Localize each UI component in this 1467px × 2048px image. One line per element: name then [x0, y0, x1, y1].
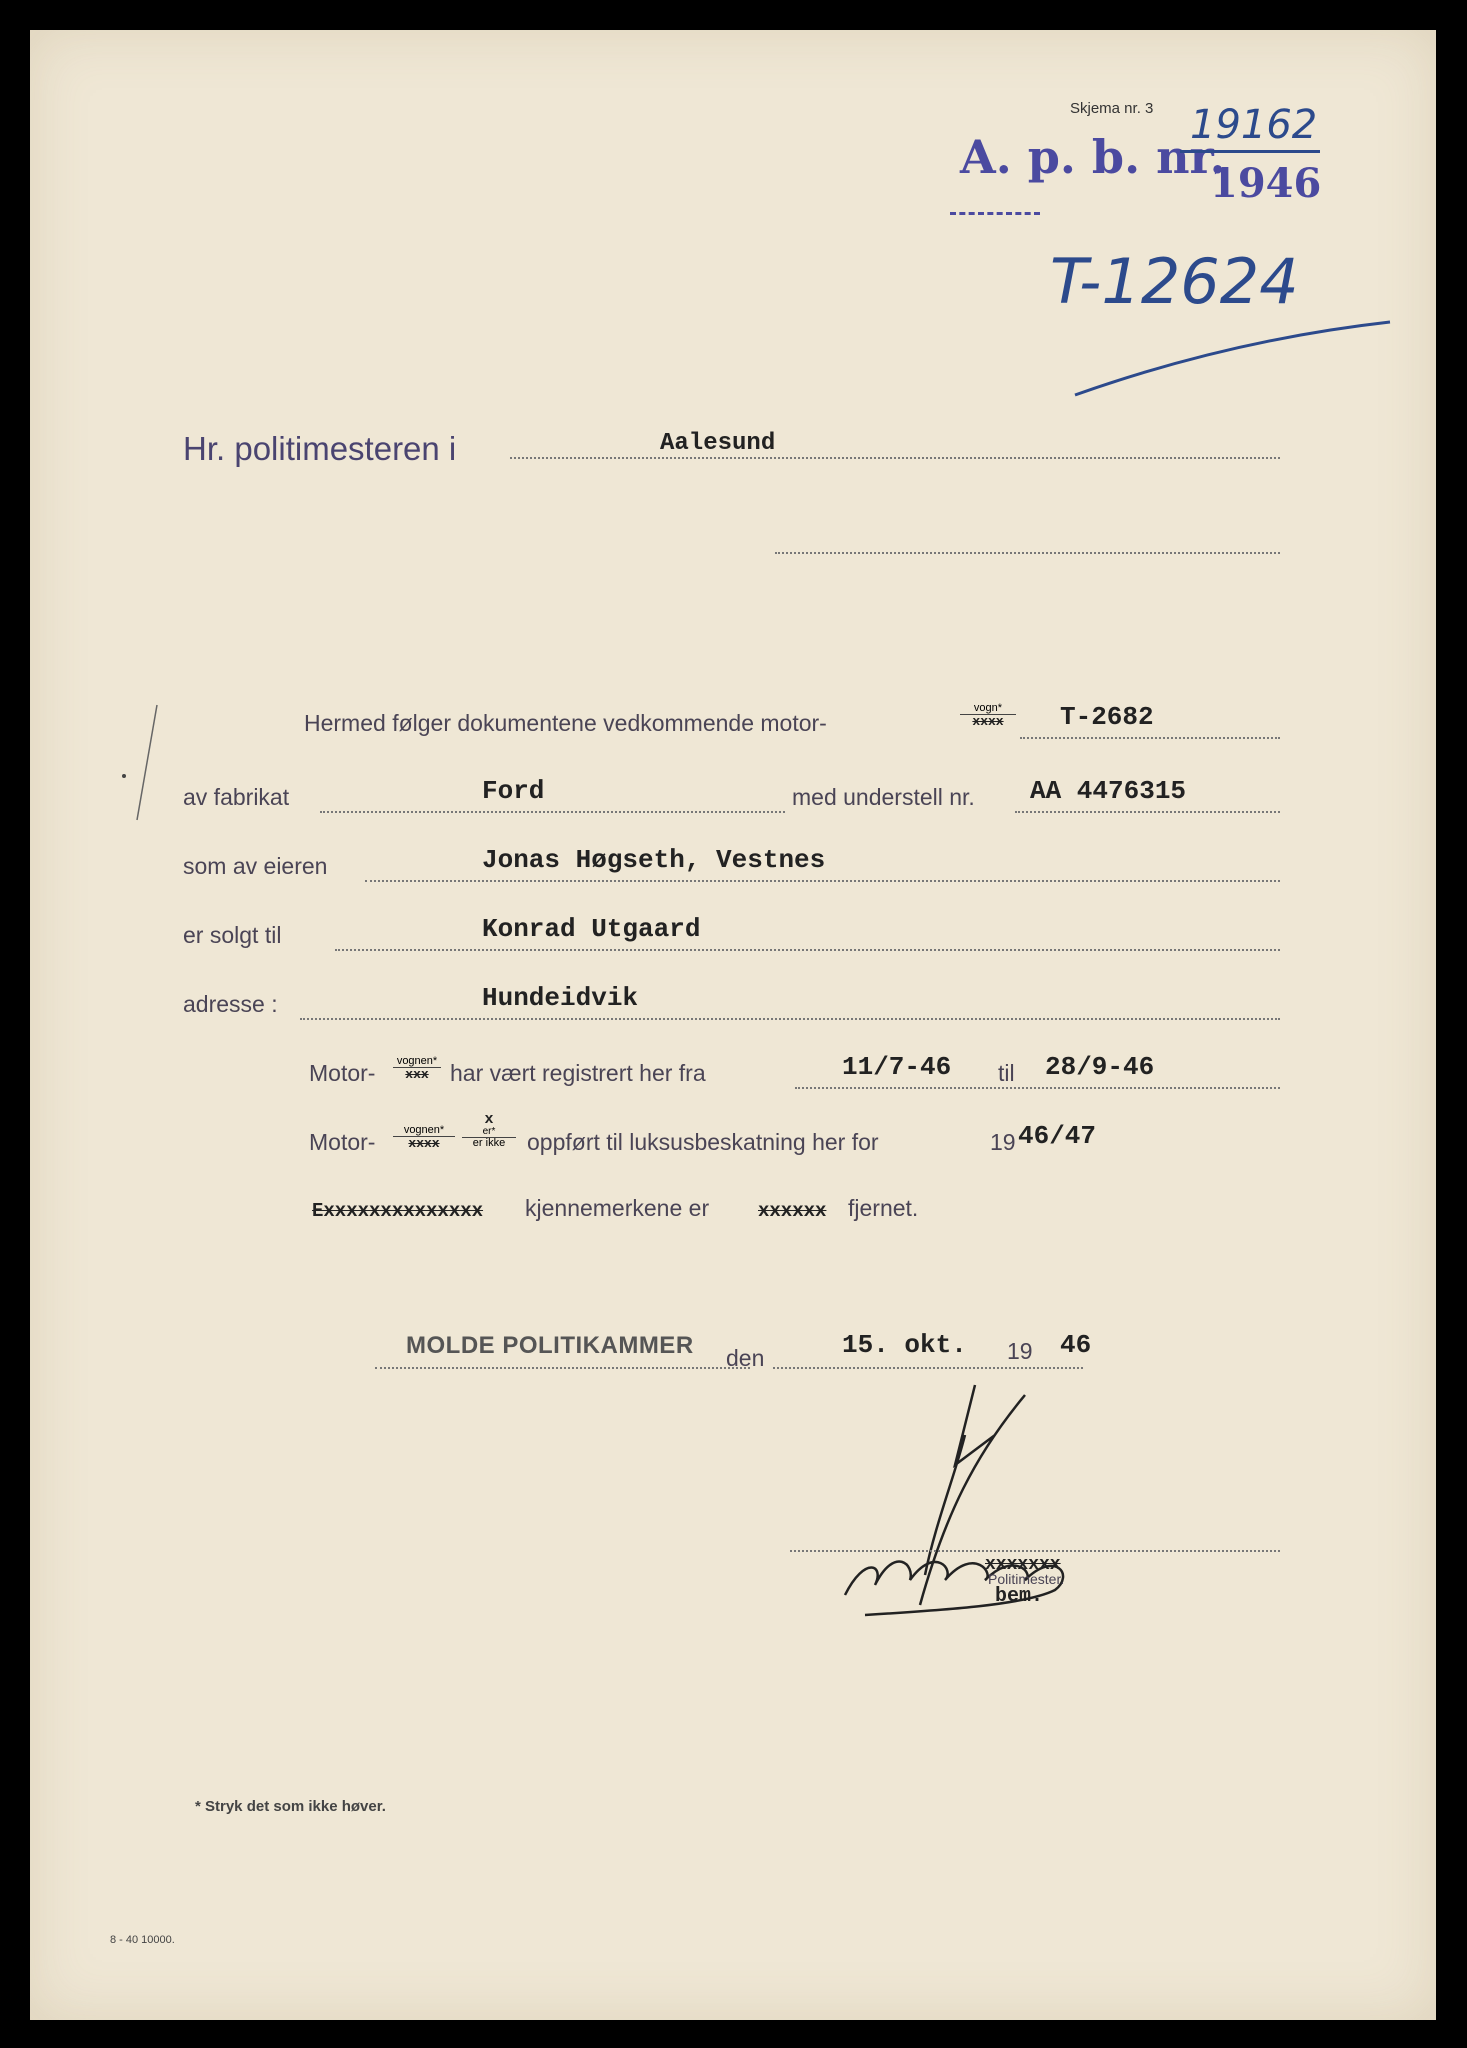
place-stamp: MOLDE POLITIKAMMER — [406, 1332, 694, 1359]
apb-stamp: A. p. b. nr. — [960, 130, 1226, 184]
adresse-label: adresse : — [183, 991, 278, 1017]
lux-prefix: Motor- — [309, 1129, 376, 1155]
kjenne-text: kjennemerkene er — [525, 1195, 710, 1221]
document-page — [30, 30, 1436, 2020]
handwritten-ref: T-12624 — [1050, 245, 1299, 318]
reg-line — [795, 1087, 1280, 1089]
apb-year: 1946 — [1210, 160, 1322, 207]
lux-er-mid: er* — [482, 1126, 496, 1137]
addressee-line-2 — [775, 552, 1280, 554]
apb-underline — [1180, 150, 1320, 153]
margin-mark — [112, 700, 172, 830]
adresse-value: Hundeidvik — [482, 983, 639, 1013]
line1-top: vogn* — [973, 702, 1003, 714]
solgt-label: er solgt til — [183, 922, 282, 948]
solgt-line — [335, 949, 1280, 951]
reg-top: vognen* — [396, 1055, 438, 1067]
print-code: 8 - 40 10000. — [110, 1934, 175, 1946]
fabrikat-label: av fabrikat — [183, 784, 290, 810]
vehicle-number: T-2682 — [1060, 702, 1154, 732]
lux-text: oppført til luksusbeskatning her for — [527, 1129, 879, 1155]
intro-text: Hermed følger dokumentene vedkommende motor- — [304, 710, 827, 736]
adresse-line — [300, 1018, 1280, 1020]
fabrikat-value: Ford — [482, 776, 545, 806]
understell-label: med understell nr. — [792, 784, 975, 810]
line1-dots — [1020, 737, 1280, 739]
lux-top: vognen* — [403, 1124, 445, 1136]
footnote: * Stryk det som ikke høver. — [195, 1798, 386, 1815]
kjenne-strike2: xxxxxx — [758, 1200, 827, 1222]
line1-strike: xxxx — [960, 714, 1016, 728]
title-print: Politimester. — [988, 1571, 1065, 1587]
reg-strike: xxx — [393, 1067, 441, 1081]
date-value: 15. okt. — [842, 1330, 967, 1360]
title-typed: bem. — [995, 1585, 1044, 1608]
eier-value: Jonas Høgseth, Vestnes — [482, 845, 826, 875]
lux-year-prefix: 19 — [990, 1129, 1016, 1155]
skjema-label: Skjema nr. 3 — [1070, 100, 1154, 117]
title-strike: xxxxxxx — [985, 1555, 1061, 1575]
understell-line — [1015, 811, 1280, 813]
apb-number: 19162 — [1190, 102, 1318, 148]
solgt-value: Konrad Utgaard — [482, 914, 701, 944]
fabrikat-line — [320, 811, 785, 813]
line1-vogn-stack — [960, 703, 1016, 728]
reg-prefix: Motor- — [309, 1060, 376, 1086]
signature — [825, 1375, 1145, 1635]
addressee-value: Aalesund — [660, 430, 776, 457]
year-prefix: 19 — [1007, 1338, 1033, 1364]
lux-er-top: x — [484, 1111, 494, 1128]
lux-er-stack — [462, 1112, 516, 1149]
understell-value: AA 4476315 — [1030, 776, 1187, 806]
reg-til: til — [998, 1060, 1015, 1086]
den-label: den — [726, 1345, 765, 1371]
eier-line — [365, 880, 1280, 882]
lux-strike: xxxx — [393, 1136, 455, 1150]
date-line — [773, 1367, 1083, 1369]
addressee-label: Hr. politimesteren i — [183, 430, 457, 467]
reg-vogn-stack — [393, 1056, 441, 1081]
lux-vogn-stack — [393, 1125, 455, 1150]
reg-from: 11/7-46 — [842, 1052, 952, 1082]
lux-year-value: 46/47 — [1018, 1121, 1097, 1151]
kjenne-end: fjernet. — [848, 1195, 919, 1221]
eier-label: som av eieren — [183, 853, 328, 879]
stamp-dash — [950, 212, 1040, 215]
lux-er-bot: er ikke — [462, 1137, 516, 1149]
year-value: 46 — [1060, 1330, 1092, 1360]
addressee-line — [510, 457, 1280, 459]
handwritten-underline — [1070, 310, 1400, 410]
reg-text: har vært registrert her fra — [450, 1060, 706, 1086]
signature-line — [790, 1550, 1280, 1552]
kjenne-strike: Exxxxxxxxxxxxxx — [312, 1200, 484, 1222]
reg-to: 28/9-46 — [1045, 1052, 1155, 1082]
place-line — [375, 1367, 750, 1369]
